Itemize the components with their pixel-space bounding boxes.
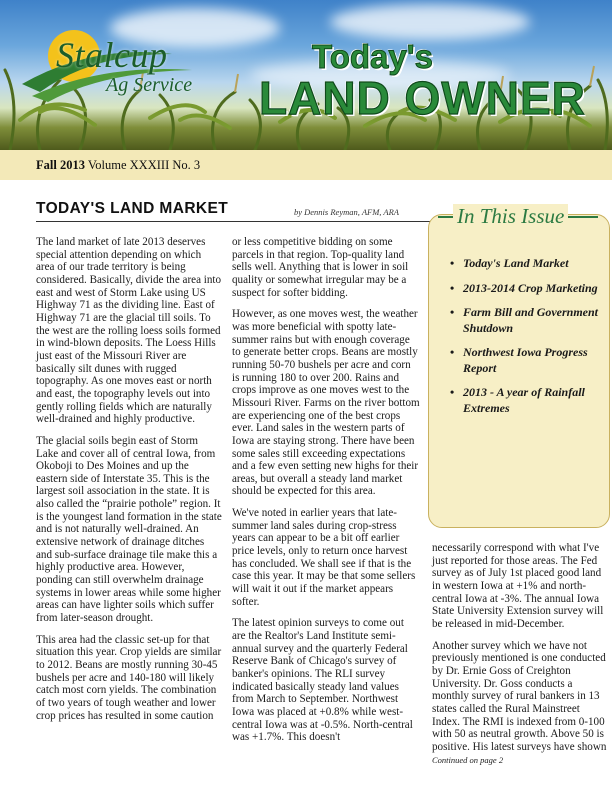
continued-link[interactable]: Continued on page 2: [432, 754, 504, 765]
paragraph: This area had the classic set-up for that situation this year. Crop yields are similar to 2012. Beans are mostly running 30-45 bushels per acre and 140-180 will likely catch most corn yields. The combination of two years of tough weather and lower crop prices has resulted in some caution: [36, 633, 222, 722]
paragraph: We've noted in earlier years that late-summer land sales during crop-stress years can appear to be a bit off earlier price levels, only to return once harvest has concluded. We shall see if that is the case this year. It may be that some sellers will wait it out if the market appears softer.: [232, 507, 416, 608]
logo-name: Stalcup: [56, 35, 168, 75]
in-this-issue-list: [450, 256, 606, 425]
issue-info: [36, 158, 200, 173]
logo-subtitle: Ag Service: [106, 74, 193, 96]
issue-item[interactable]: • 2013 - A year of Rainfall Extremes: [450, 385, 606, 416]
article-column-3: [432, 542, 608, 766]
newsletter-title-main: LAND OWNER: [259, 72, 586, 124]
paragraph: or less competitive bidding on some parcels in that region. Top-quality land sells well. Anything that is lower in soil quality or somewhat irregular may be a suspect for softer bidding.: [232, 236, 409, 299]
issue-item[interactable]: • Today's Land Market: [450, 256, 606, 272]
paragraph: The glacial soils begin east of Storm Lake and cover all of central Iowa, from Okoboji to Des Moines and up the eastern side of Interstate 35. This is the largest soil association in the state. It is also called the “prairie pothole” region. It is the youngest land formation in the state and is not naturally well-drained. An extensive network of drainage ditches and sub-surface drainage tile make this a highly productive area. However, ponding can still overwhelm drainage systems in lower areas while some higher areas can have lighter soils which suffer from later-season drought.: [36, 434, 222, 625]
article-column-1: [36, 236, 222, 731]
paragraph: Another survey which we have not previously mentioned is one conducted by Dr. Ernie Goss of Creighton University. Dr. Goss conducts a monthly survey of rural bankers in 13 states called the Rural Mainstreet Index. The RMI is indexed from 0-100 with 50 as neutral growth. Above 50 is positive. His latest surveys have shown: [432, 639, 607, 753]
issue-volume: Volume XXXIII No. 3: [87, 158, 201, 172]
article-column-2: [232, 236, 420, 753]
stalcup-logo: [22, 26, 242, 106]
newsletter-title-top: Today's: [312, 38, 433, 75]
issue-season: Fall 2013: [36, 158, 85, 172]
in-this-issue-title: In This Issue: [453, 204, 568, 229]
masthead-banner: [0, 0, 612, 150]
paragraph: However, as one moves west, the weather was more beneficial with spotty late-summer rains but with enough coverage to generate better crops. Beans are mostly running 50-70 bushels per acre and corn is running 180 to over 200. Rains and crops improve as one moves west to the Missouri River. Farms on the river bottom are experiencing one of the best crops ever. Land sales in the western parts of Iowa are staying strong. There have been some sales still exceeding expectations and a few even setting new highs for their areas, but overall a steady land market should be expected for this area.: [232, 308, 420, 498]
paragraph: necessarily correspond with what I've just reported for those areas. The Fed survey as of July 1st placed good land in western Iowa at +1% and north-central Iowa at -3%. The annual Iowa State University Extension survey will be released in mid-December.: [432, 542, 604, 630]
issue-item[interactable]: • Farm Bill and Government Shutdown: [450, 305, 606, 336]
paragraph: The land market of late 2013 deserves special attention depending on which area of our trade territory is being considered. Basically, divide the area into east and west of Storm Lake using US Highway 71 as the dividing line. East of Highway 71 are the glacial till soils. To the west are the rolling loess soils formed in wind-blown deposits. The Loess Hills just east of the Missouri River are basically silt dunes with rugged topography. As one moves east or north and east, the topography levels out into gently rolling fields which are naturally well-drained and highly productive.: [36, 236, 222, 426]
paragraph: The latest opinion surveys to come out are the Realtor's Land Institute semi-annual survey and the quarterly Federal Reserve Bank of Chicago's survey of banker's opinions. The RLI survey indicated basically steady land values from March to September. Northwest Iowa was placed at +0.8% while west-central Iowa was at -0.5%. North-central was +1.7%. This doesn't: [232, 617, 413, 744]
article-headline: TODAY'S LAND MARKET: [36, 200, 229, 217]
issue-item[interactable]: • Northwest Iowa Progress Report: [450, 345, 606, 376]
headline-rule: [36, 221, 430, 222]
article-byline: by Dennis Reyman, AFM, ARA: [294, 207, 399, 217]
issue-item[interactable]: • 2013-2014 Crop Marketing: [450, 281, 606, 297]
